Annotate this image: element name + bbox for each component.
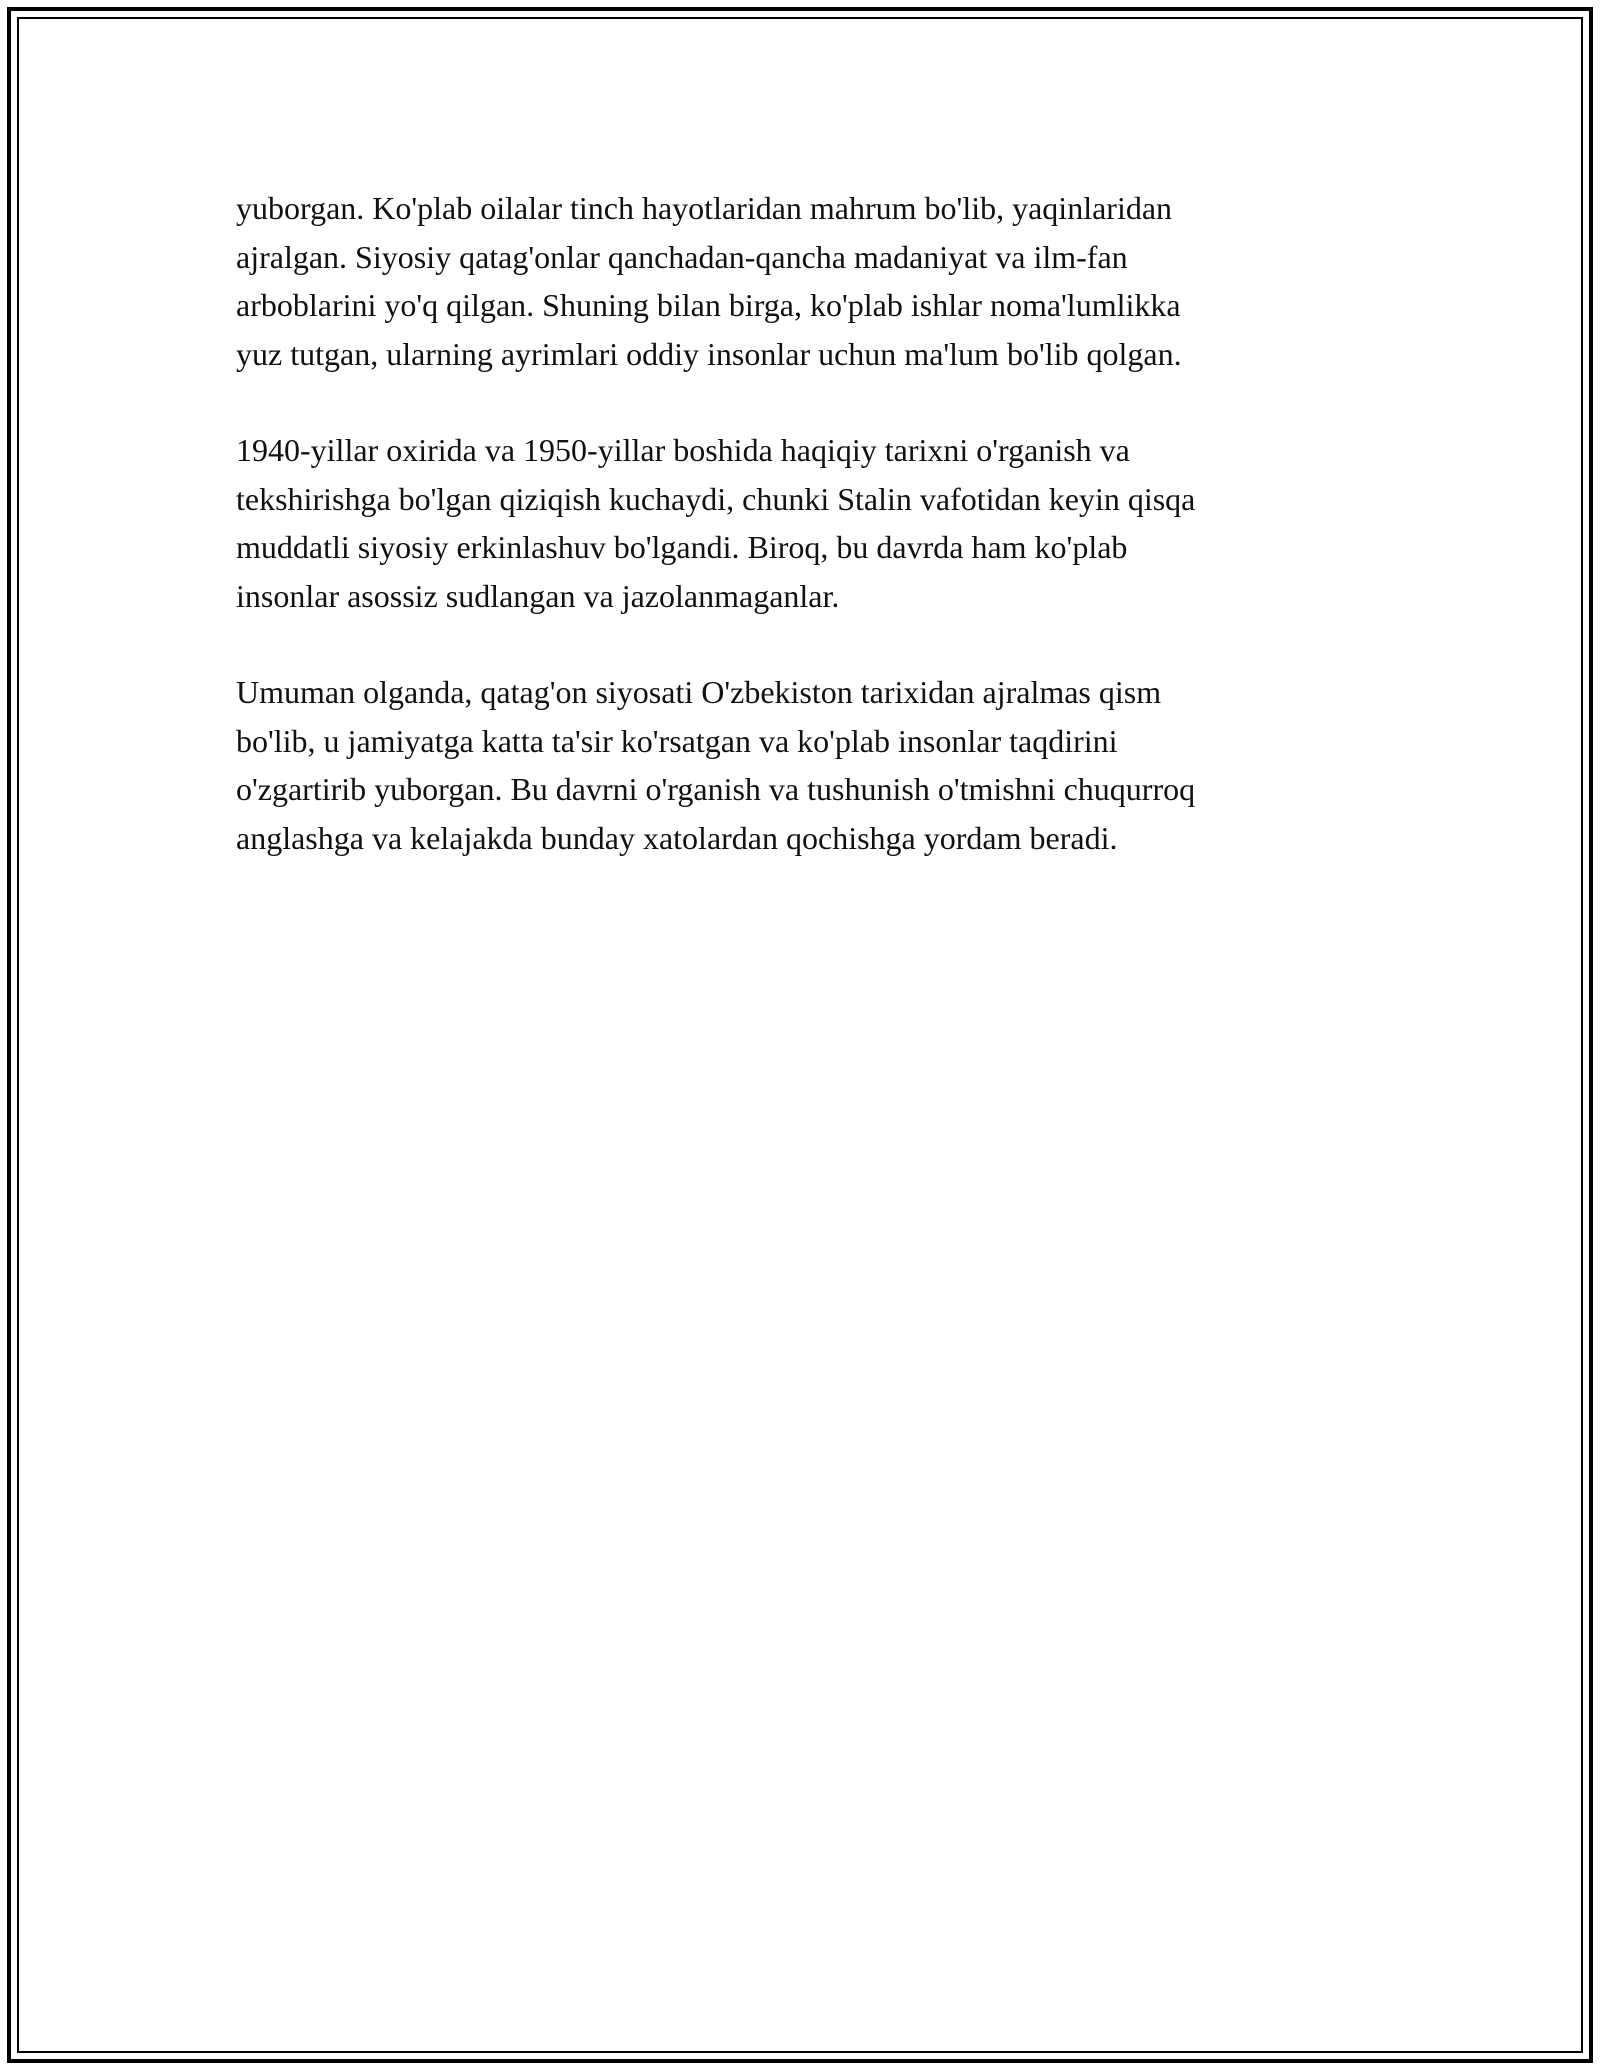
text-line: anglashga va kelajakda bunday xatolardan qochishga yordam beradi. xyxy=(236,819,1118,856)
document-body xyxy=(236,184,1366,910)
paragraph-1 xyxy=(236,184,1366,378)
text-line: Umuman olganda, qatag'on siyosati O'zbekiston tarixidan ajralmas qism xyxy=(236,674,1162,710)
text-line: tekshirishga bo'lgan qiziqish kuchaydi, chunki Stalin vafotidan keyin qisqa xyxy=(236,480,1196,517)
text-line: insonlar asossiz sudlangan va jazolanmaganlar. xyxy=(236,577,840,614)
text-line: arboblarini yo'q qilgan. Shuning bilan birga, ko'plab ishlar noma'lumlikka xyxy=(236,287,1181,323)
text-line: yuz tutgan, ularning ayrimlari oddiy insonlar uchun ma'lum bo'lib qolgan. xyxy=(236,335,1182,372)
text-line: ajralgan. Siyosiy qatag'onlar qanchadan-qancha madaniyat va ilm-fan xyxy=(236,238,1128,275)
text-line: o'zgartirib yuborgan. Bu davrni o'rganish va tushunish o'tmishni chuqurroq xyxy=(236,771,1196,807)
text-line: bo'lib, u jamiyatga katta ta'sir ko'rsatgan va ko'plab insonlar taqdirini xyxy=(236,722,1118,759)
paragraph-3 xyxy=(236,668,1366,862)
text-line: muddatli siyosiy erkinlashuv bo'lgandi. Biroq, bu davrda ham ko'plab xyxy=(236,529,1128,565)
text-line: 1940-yillar oxirida va 1950-yillar boshida haqiqiy tarixni o'rganish va xyxy=(236,432,1130,468)
text-line: yuborgan. Ko'plab oilalar tinch hayotlaridan mahrum bo'lib, yaqinlaridan xyxy=(236,190,1173,226)
paragraph-2 xyxy=(236,426,1366,620)
